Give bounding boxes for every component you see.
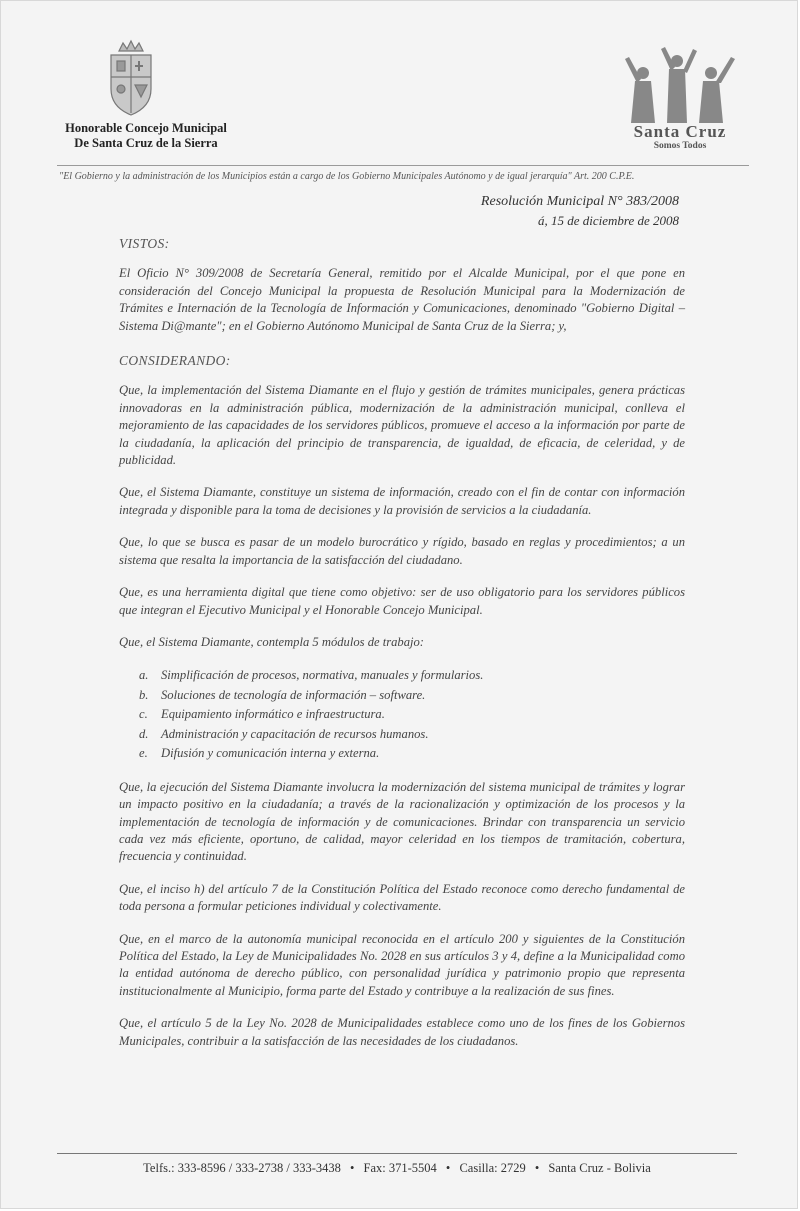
module-item: c. Equipamiento informático e infraestructura. [139,707,385,722]
considerando-paragraph: Que, la implementación del Sistema Diamante en el flujo y gestión de trámites municipales, genera prácticas innovadoras en la administración pública, modernización de la administración municipal, conlleva el mejoramiento de las capacidades de los servidores públicos, promueve el acceso a la información por parte de la ciudadanía, la aplicación del principio de transparencia, de igualdad, de eficacia, de celeridad, y de publicidad. [119,383,685,468]
footer-city: Santa Cruz - Bolivia [548,1161,651,1175]
footer-fax: Fax: 371-5504 [363,1161,437,1175]
module-item: e. Difusión y comunicación interna y externa. [139,746,380,761]
considerando-paragraph: Que, es una herramienta digital que tiene como objetivo: ser de uso obligatorio para los servidores públicos que integran el Ejecutivo Municipal y el Honorable Concejo Municipal. [119,585,685,617]
document-body [119,235,685,1050]
municipal-crest-icon [101,37,161,121]
brand-logo-text: Santa Cruz [633,122,727,141]
considerando-paragraph: Que, el Sistema Diamante, contempla 5 módulos de trabajo: [119,634,425,649]
footer-phones: Telfs.: 333-8596 / 333-2738 / 333-3438 [143,1161,341,1175]
santa-cruz-logo [615,45,745,150]
footer-divider [57,1153,737,1154]
bullet-separator: • [350,1161,355,1175]
considerando-heading: CONSIDERANDO: [119,353,231,369]
bullet-separator: • [534,1161,540,1175]
contact-footer [57,1161,737,1176]
considerando-paragraph: Que, lo que se busca es pasar de un modelo burocrático y rígido, basado en reglas y procedimientos; a un sistema que resalta la importancia de la satisfacción del ciudadano. [119,535,685,567]
module-item: a. Simplificación de procesos, normativa, manuales y formularios. [139,668,484,683]
considerando-paragraph: Que, el inciso h) del artículo 7 de la Constitución Política del Estado reconoce como derecho fundamental de toda persona a formular peticiones individual y colectivamente. [119,881,685,914]
module-item: d. Administración y capacitación de recursos humanos. [139,726,429,741]
module-item: b. Soluciones de tecnología de información – software. [139,687,426,702]
brand-logo-subtext: Somos Todos [653,141,707,150]
considerando-paragraph: Que, en el marco de la autonomía municipal reconocida en el artículo 200 y siguientes de la Constitución Política del Estado, la Ley de Municipalidades No. 2028 en sus artículos 3 y 4, define a la Municipalidad como la entidad autónoma de derecho público, con personalidad jurídica y patrimonio propio que representa institucionalmente al Municipio, forma parte del Estado y contribuye a la realización de sus fines. [119,931,685,998]
resolution-title: Resolución Municipal N° 383/2008 [480,194,679,209]
bullet-separator: • [445,1161,451,1175]
modules-list [119,666,685,764]
council-name [41,121,251,151]
considerando-paragraph: Que, el artículo 5 de la Ley No. 2028 de Municipalidades establece como uno de los fines de los Gobiernos Municipales, contribuir a la satisfacción de las necesidades de los ciudadanos. [119,1016,685,1048]
resolution-date: á, 15 de diciembre de 2008 [537,213,679,228]
considerando-paragraph: Que, la ejecución del Sistema Diamante involucra la modernización del sistema municipal de trámites y lograr un impacto positivo en la ciudadanía; a través de la racionalización y optimización de los procesos y la implementación de tecnología de información y de comunicaciones. Brindar con transparencia un servicio cada vez más eficiente, oportuno, de calidad, mayor celeridad en los tiempos de tramitación, cobertura, frecuencia y continuidad. [119,779,685,864]
header-divider [57,165,749,166]
vistos-heading: VISTOS: [119,236,170,251]
constitutional-slogan: "El Gobierno y la administración de los Municipios están a cargo de los Gobierno Municipales Autónomo y de igual jerarquía" Art. 200 C.P.E. [59,171,635,182]
council-name-line2: De Santa Cruz de la Sierra [74,136,218,150]
footer-box: Casilla: 2729 [459,1161,526,1175]
considerando-paragraph: Que, el Sistema Diamante, constituye un sistema de información, creado con el fin de contar con información integrada y disponible para la toma de decisiones y la provisión de servicios a la ciudadanía. [119,485,685,517]
council-name-line1: Honorable Concejo Municipal [65,121,227,135]
vistos-paragraph: El Oficio N° 309/2008 de Secretaría General, remitido por el Alcalde Municipal, por el que pone en consideración del Concejo Municipal la propuesta de Resolución Municipal para la Modernización de Trámites e Internación de la Tecnología de Información y Comunicaciones, denominado "Gobierno Digital – Sistema Di@mante"; en el Gobierno Autónomo Municipal de Santa Cruz de la Sierra; y, [119,266,685,333]
